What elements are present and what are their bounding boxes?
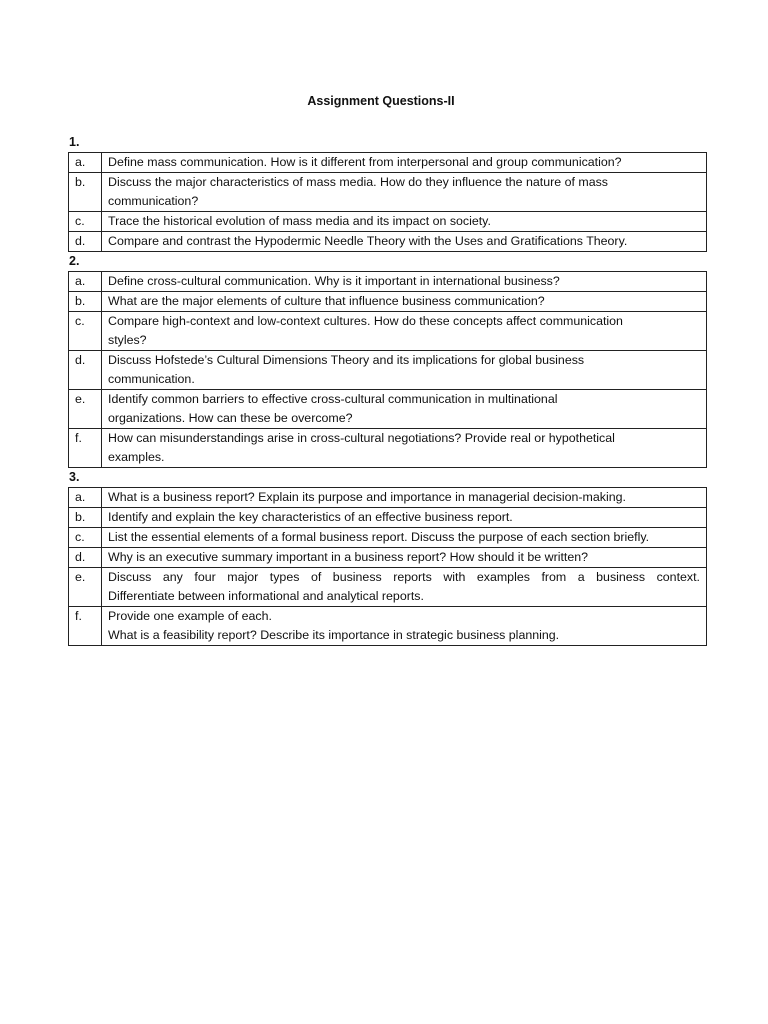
question-letter: d. <box>69 232 102 252</box>
question-letter: b. <box>69 173 102 212</box>
question-text <box>102 607 707 646</box>
question-text <box>102 173 707 212</box>
question-table <box>68 487 707 646</box>
question-text-line: Compare high-context and low-context cultures. How do these concepts affect communication <box>108 314 623 328</box>
question-row <box>69 528 707 548</box>
question-text <box>102 312 707 351</box>
question-text-line: organizations. How can these be overcome? <box>108 411 353 425</box>
question-text-line: Discuss any four major types of business reports with examples from a business context. <box>108 570 700 584</box>
question-row <box>69 488 707 508</box>
question-row <box>69 607 707 646</box>
question-letter: a. <box>69 272 102 292</box>
question-row <box>69 272 707 292</box>
question-text-line: communication. <box>108 372 195 386</box>
question-letter: b. <box>69 292 102 312</box>
question-letter: f. <box>69 607 102 646</box>
question-sections <box>68 133 707 646</box>
section-number: 1. <box>69 135 80 149</box>
question-text-line: How can misunderstandings arise in cross-cultural negotiations? Provide real or hypothetical <box>108 431 615 445</box>
question-row <box>69 153 707 173</box>
section-number: 2. <box>69 254 80 268</box>
question-text-line: Provide one example of each. <box>108 609 272 623</box>
question-letter: e. <box>69 568 102 607</box>
question-text-line: Discuss Hofstede’s Cultural Dimensions Theory and its implications for global business <box>108 353 585 367</box>
question-row <box>69 212 707 232</box>
question-text <box>102 232 707 252</box>
question-text-line: What is a business report? Explain its purpose and importance in managerial decision-making. <box>108 490 626 504</box>
question-row <box>69 232 707 252</box>
question-table <box>68 271 707 468</box>
question-row <box>69 173 707 212</box>
question-letter: d. <box>69 548 102 568</box>
question-letter: d. <box>69 351 102 390</box>
question-letter: c. <box>69 528 102 548</box>
question-text-line: Define mass communication. How is it different from interpersonal and group communication? <box>108 155 622 169</box>
question-letter: c. <box>69 312 102 351</box>
question-text-line: Differentiate between informational and analytical reports. <box>108 589 424 603</box>
question-letter: a. <box>69 153 102 173</box>
question-letter: f. <box>69 429 102 468</box>
question-row <box>69 390 707 429</box>
question-text <box>102 212 707 232</box>
question-text-line: Identify common barriers to effective cross-cultural communication in multinational <box>108 392 558 406</box>
question-text <box>102 568 707 607</box>
question-letter: a. <box>69 488 102 508</box>
question-text-line: What is a feasibility report? Describe its importance in strategic business planning. <box>108 628 560 642</box>
document-title: Assignment Questions-II <box>307 94 455 108</box>
question-text <box>102 272 707 292</box>
question-text-line: Discuss the major characteristics of mass media. How do they influence the nature of mass <box>108 175 608 189</box>
question-text-line: What are the major elements of culture that influence business communication? <box>108 294 545 308</box>
question-text <box>102 292 707 312</box>
question-text-line: styles? <box>108 333 147 347</box>
question-text <box>102 390 707 429</box>
question-text <box>102 351 707 390</box>
question-text-line: List the essential elements of a formal business report. Discuss the purpose of each section briefly. <box>108 530 650 544</box>
question-letter: b. <box>69 508 102 528</box>
question-row <box>69 351 707 390</box>
question-text <box>102 429 707 468</box>
question-text <box>102 548 707 568</box>
question-row <box>69 548 707 568</box>
question-text-line: Compare and contrast the Hypodermic Needle Theory with the Uses and Gratifications Theory. <box>108 234 628 248</box>
question-table <box>68 152 707 252</box>
question-letter: e. <box>69 390 102 429</box>
question-row <box>69 312 707 351</box>
question-text-line: communication? <box>108 194 199 208</box>
question-text <box>102 528 707 548</box>
question-text-line: examples. <box>108 450 165 464</box>
question-row <box>69 429 707 468</box>
question-row <box>69 292 707 312</box>
question-letter: c. <box>69 212 102 232</box>
question-text <box>102 508 707 528</box>
question-row <box>69 568 707 607</box>
question-text <box>102 153 707 173</box>
question-row <box>69 508 707 528</box>
question-text-line: Trace the historical evolution of mass media and its impact on society. <box>108 214 491 228</box>
question-text-line: Identify and explain the key characteristics of an effective business report. <box>108 510 513 524</box>
section-number: 3. <box>69 470 80 484</box>
question-text <box>102 488 707 508</box>
question-text-line: Why is an executive summary important in a business report? How should it be written? <box>108 550 589 564</box>
question-text-line: Define cross-cultural communication. Why is it important in international business? <box>108 274 560 288</box>
